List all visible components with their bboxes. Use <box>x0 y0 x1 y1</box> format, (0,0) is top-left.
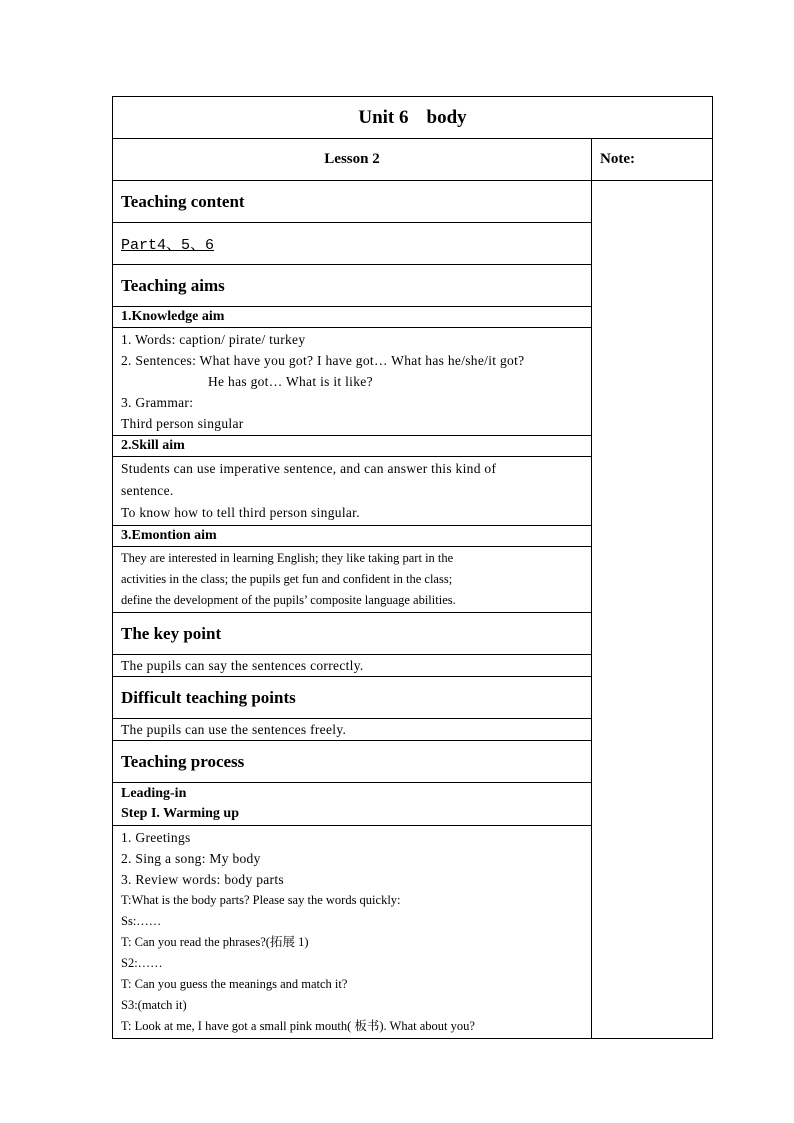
process-line: T: Look at me, I have got a small pink mouth( 板书). What about you? <box>121 1019 475 1033</box>
skill-line-1: Students can use imperative sentence, and can answer this kind of <box>121 461 497 476</box>
skill-line-2: sentence. <box>121 483 174 498</box>
process-line: T: Can you read the phrases?(拓展 1) <box>121 935 309 949</box>
emotion-line-1: They are interested in learning English; they like taking part in the <box>121 551 454 565</box>
teaching-content-heading: Teaching content <box>113 181 592 223</box>
teaching-content-value: Part4、5、6 <box>121 237 215 254</box>
unit-title <box>113 97 713 139</box>
skill-line-3: To know how to tell third person singular. <box>121 505 360 520</box>
teaching-process-heading: Teaching process <box>113 741 592 783</box>
process-line: 3. Review words: body parts <box>121 872 284 887</box>
knowledge-grammar-label: 3. Grammar: <box>121 395 194 410</box>
emotion-aim-heading: 3.Emontion aim <box>113 526 592 547</box>
process-line: Ss:…… <box>121 914 162 928</box>
emotion-aim-body <box>113 547 592 613</box>
knowledge-sentences-2: He has got… What is it like? <box>208 374 373 389</box>
knowledge-aim-body <box>113 328 592 436</box>
process-line: S2:…… <box>121 956 163 970</box>
process-line: T: Can you guess the meanings and match it? <box>121 977 348 991</box>
leading-in-block <box>113 783 592 826</box>
emotion-line-3: define the development of the pupils’ composite language abilities. <box>121 593 456 607</box>
skill-aim-heading: 2.Skill aim <box>113 436 592 457</box>
knowledge-words: 1. Words: caption/ pirate/ turkey <box>121 332 306 347</box>
process-line: S3:(match it) <box>121 998 187 1012</box>
leading-in-label: Leading-in <box>121 786 187 801</box>
knowledge-sentences-1: 2. Sentences: What have you got? I have got… What has he/she/it got? <box>121 353 525 368</box>
emotion-line-2: activities in the class; the pupils get fun and confident in the class; <box>121 572 453 586</box>
process-line: 2. Sing a song: My body <box>121 851 261 866</box>
process-line: 1. Greetings <box>121 830 191 845</box>
teaching-aims-heading: Teaching aims <box>113 265 592 307</box>
knowledge-aim-heading: 1.Knowledge aim <box>113 307 592 328</box>
step-1-label: Step I. Warming up <box>121 806 239 821</box>
key-point-value: The pupils can say the sentences correctly. <box>113 655 592 677</box>
knowledge-grammar-value: Third person singular <box>121 416 244 431</box>
lesson-label: Lesson 2 <box>113 139 592 181</box>
lesson-plan-table <box>112 96 713 1039</box>
skill-aim-body <box>113 457 592 526</box>
difficult-points-value: The pupils can use the sentences freely. <box>113 719 592 741</box>
note-column <box>592 181 713 1039</box>
difficult-points-heading: Difficult teaching points <box>113 677 592 719</box>
unit-topic: body <box>426 106 467 128</box>
unit-number: Unit 6 <box>358 106 409 128</box>
warming-up-body <box>113 826 592 1039</box>
process-line: T:What is the body parts? Please say the words quickly: <box>121 893 401 907</box>
note-label: Note: <box>592 139 713 181</box>
key-point-heading: The key point <box>113 613 592 655</box>
